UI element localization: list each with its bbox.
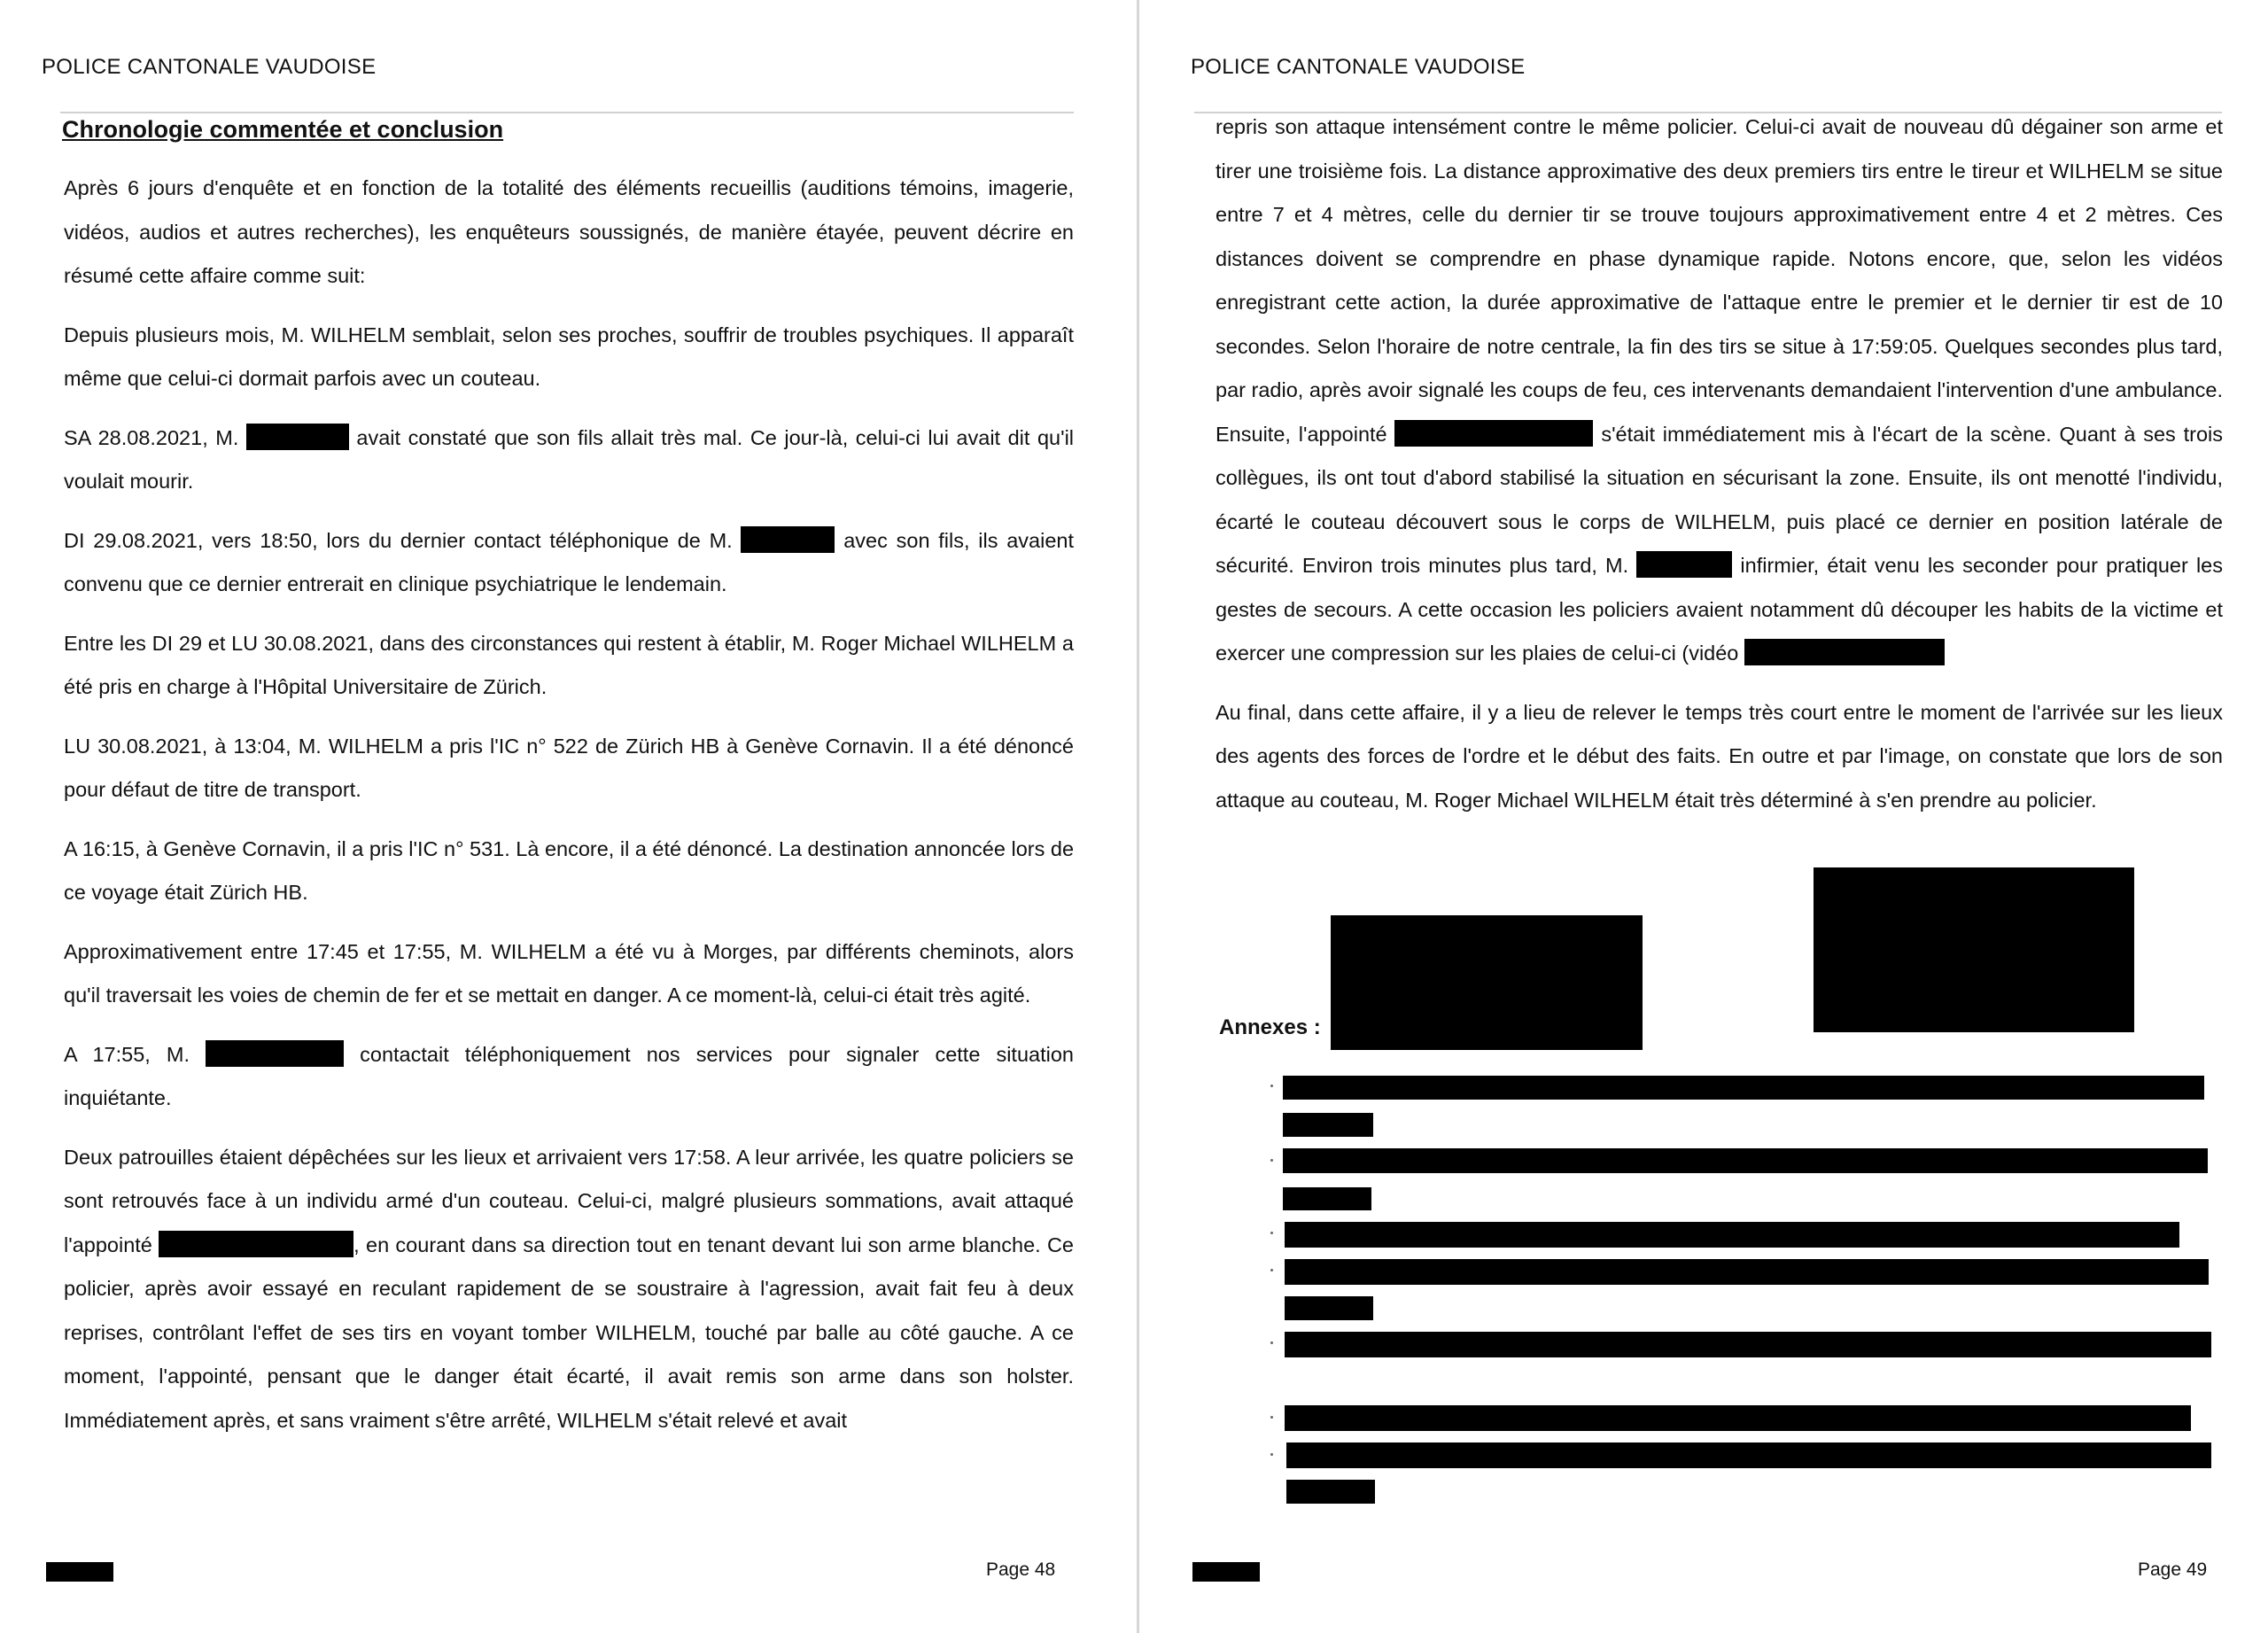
paragraph [64, 416, 1074, 504]
paragraph: Depuis plusieurs mois, M. WILHELM semblait, selon ses proches, souffrir de troubles psychiques. Il apparaît même que celui-ci dormait parfois avec un couteau. [64, 323, 1074, 390]
redaction-block [1394, 420, 1593, 447]
text-run: avait constaté que son fils allait très mal. Ce jour-là, celui-ci lui avait dit qu'il voulait mourir. [64, 425, 1075, 493]
annex-item-redacted [1283, 1187, 1371, 1210]
bullet-dot [1270, 1453, 1273, 1456]
redaction-block [741, 526, 835, 553]
paragraph [1216, 105, 2223, 676]
text-run: avec son fils, ils avaient convenu que ce dernier entrerait en clinique psychiatrique le lendemain. [64, 528, 1075, 595]
annex-item-redacted [1285, 1259, 2209, 1285]
redacted-image [1331, 915, 1643, 1050]
page-number: Page 48 [986, 1559, 1056, 1580]
bullet-dot [1270, 1159, 1273, 1162]
paragraph: Approximativement entre 17:45 et 17:55, M. WILHELM a été vu à Morges, par différents cheminots, alors qu'il traversait les voies de chemin de fer et se mettait en danger. A ce moment-là, celui-ci était très agité. [64, 939, 1074, 1007]
annex-item-redacted [1283, 1076, 2204, 1100]
paragraph: LU 30.08.2021, à 13:04, M. WILHELM a pris l'IC n° 522 de Zürich HB à Genève Cornavin. Il a été dénoncé pour défaut de titre de transport. [64, 734, 1074, 801]
header-rule [60, 112, 1074, 113]
annex-item-redacted [1286, 1480, 1375, 1504]
annex-item-redacted [1285, 1332, 2211, 1357]
text-run: , en courant dans sa direction tout en tenant devant lui son arme blanche. Ce policier, après avoir essayé en reculant rapidement de se soustraire à l'agression, avait fait feu à deux reprises, contrôlant l'effet de ses tirs en voyant tomber WILHELM, touché par balle au côté gauche. A ce moment, l'appointé, pensant que le danger était écarté, il avait remis son arme dans son holster. Immédiatement après, et sans vraiment s'être arrêté, WILHELM s'était relevé et avait [64, 1233, 1074, 1432]
redacted-image [1814, 867, 2134, 1032]
page-header: POLICE CANTONALE VAUDOISE [1191, 55, 1526, 79]
paragraph: Entre les DI 29 et LU 30.08.2021, dans des circonstances qui restent à établir, M. Roger Michael WILHELM a été pris en charge à l'Hôpital Universitaire de Zürich. [64, 631, 1074, 698]
redaction-block [1636, 551, 1732, 578]
bullet-dot [1270, 1232, 1273, 1234]
section-title: Chronologie commentée et conclusion [62, 116, 504, 143]
annex-item-redacted [1285, 1296, 1373, 1320]
footer-redaction [1192, 1562, 1260, 1582]
paragraph [64, 1033, 1074, 1121]
text-run: SA 28.08.2021, M. [64, 425, 239, 449]
annex-item-redacted [1285, 1222, 2179, 1248]
text-run: contactait téléphoniquement nos services pour signaler cette situation inquiétante. [64, 1042, 1074, 1109]
text-run: infirmier, était venu les seconder pour pratiquer les gestes de secours. A cette occasion les policiers avaient notamment dû découper les habits de la victime et exercer une compression sur les plaies de celui-ci (vidéo [1216, 554, 2223, 665]
annexes-label: Annexes : [1219, 1015, 1321, 1039]
annex-item-redacted [1285, 1405, 2191, 1431]
text-run: DI 29.08.2021, vers 18:50, lors du dernier contact téléphonique de M. [64, 528, 733, 552]
text-run: s'était immédiatement mis à l'écart de la scène. Quant à ses trois collègues, ils ont tout d'abord stabilisé la situation en sécurisant la zone. Ensuite, ils ont menotté l'individu, écarté le couteau découvert sous le corps de WILHELM, puis placé ce dernier en position latérale de sécurité. Environ trois minutes plus tard, M. [1216, 422, 2224, 577]
bullet-dot [1270, 1085, 1273, 1087]
paragraph: Après 6 jours d'enquête et en fonction de la totalité des éléments recueillis (auditions témoins, imagerie, vidéos, audios et autres recherches), les enquêteurs soussignés, de manière étayée, peuvent décrire en résumé cette affaire comme suit: [64, 176, 1074, 287]
bullet-dot [1270, 1416, 1273, 1419]
page-number: Page 49 [2138, 1559, 2208, 1580]
annex-item-redacted [1283, 1113, 1373, 1137]
paragraph [64, 1136, 1074, 1443]
footer-redaction [46, 1562, 113, 1582]
paragraph: Au final, dans cette affaire, il y a lieu de relever le temps très court entre le moment de l'arrivée sur les lieux des agents des forces de l'ordre et le début des faits. En outre et par l'image, on constate que lors de son attaque au couteau, M. Roger Michael WILHELM était très déterminé à s'en prendre au policier. [1216, 700, 2223, 812]
page-49 [1139, 0, 2268, 1633]
annex-item-redacted [1283, 1148, 2208, 1173]
text-run: repris son attaque intensément contre le même policier. Celui-ci avait de nouveau dû dégainer son arme et tirer une troisième fois. La distance approximative des deux premiers tirs entre le tireur et WILHELM se situe entre 7 et 4 mètres, celle du dernier tir se trouve toujours approximativement entre 4 et 2 mètres. Ces distances doivent se comprendre en phase dynamique rapide. Notons encore, que, selon les vidéos enregistrant cette action, la durée approximative de l'attaque entre le premier et le dernier tir est de 10 secondes. Selon l'horaire de notre centrale, la fin des tirs se situe à 17:59:05. Quelques secondes plus tard, par radio, après avoir signalé les coups de feu, ces intervenants demandaient l'intervention d'une ambulance. Ensuite, l'appointé [1216, 115, 2223, 446]
paragraph [64, 519, 1074, 607]
redaction-block [159, 1231, 353, 1257]
bullet-dot [1270, 1269, 1273, 1271]
paragraph: A 16:15, à Genève Cornavin, il a pris l'IC n° 531. Là encore, il a été dénoncé. La destination annoncée lors de ce voyage était Zürich HB. [64, 836, 1075, 904]
redaction-block [246, 424, 349, 450]
annex-item-redacted [1286, 1442, 2211, 1468]
bullet-dot [1270, 1341, 1273, 1344]
body-text [64, 167, 1074, 1458]
redaction-block [1744, 639, 1945, 665]
redaction-block [206, 1040, 344, 1067]
page-header: POLICE CANTONALE VAUDOISE [42, 55, 377, 79]
text-run: A 17:55, M. [64, 1042, 190, 1066]
body-text [1216, 105, 2223, 837]
text-run: Deux patrouilles étaient dépêchées sur les lieux et arrivaient vers 17:58. A leur arrivée, les quatre policiers se sont retrouvés face à un individu armé d'un couteau. Celui-ci, malgré plusieurs sommations, avait attaqué l'appointé [64, 1145, 1074, 1256]
